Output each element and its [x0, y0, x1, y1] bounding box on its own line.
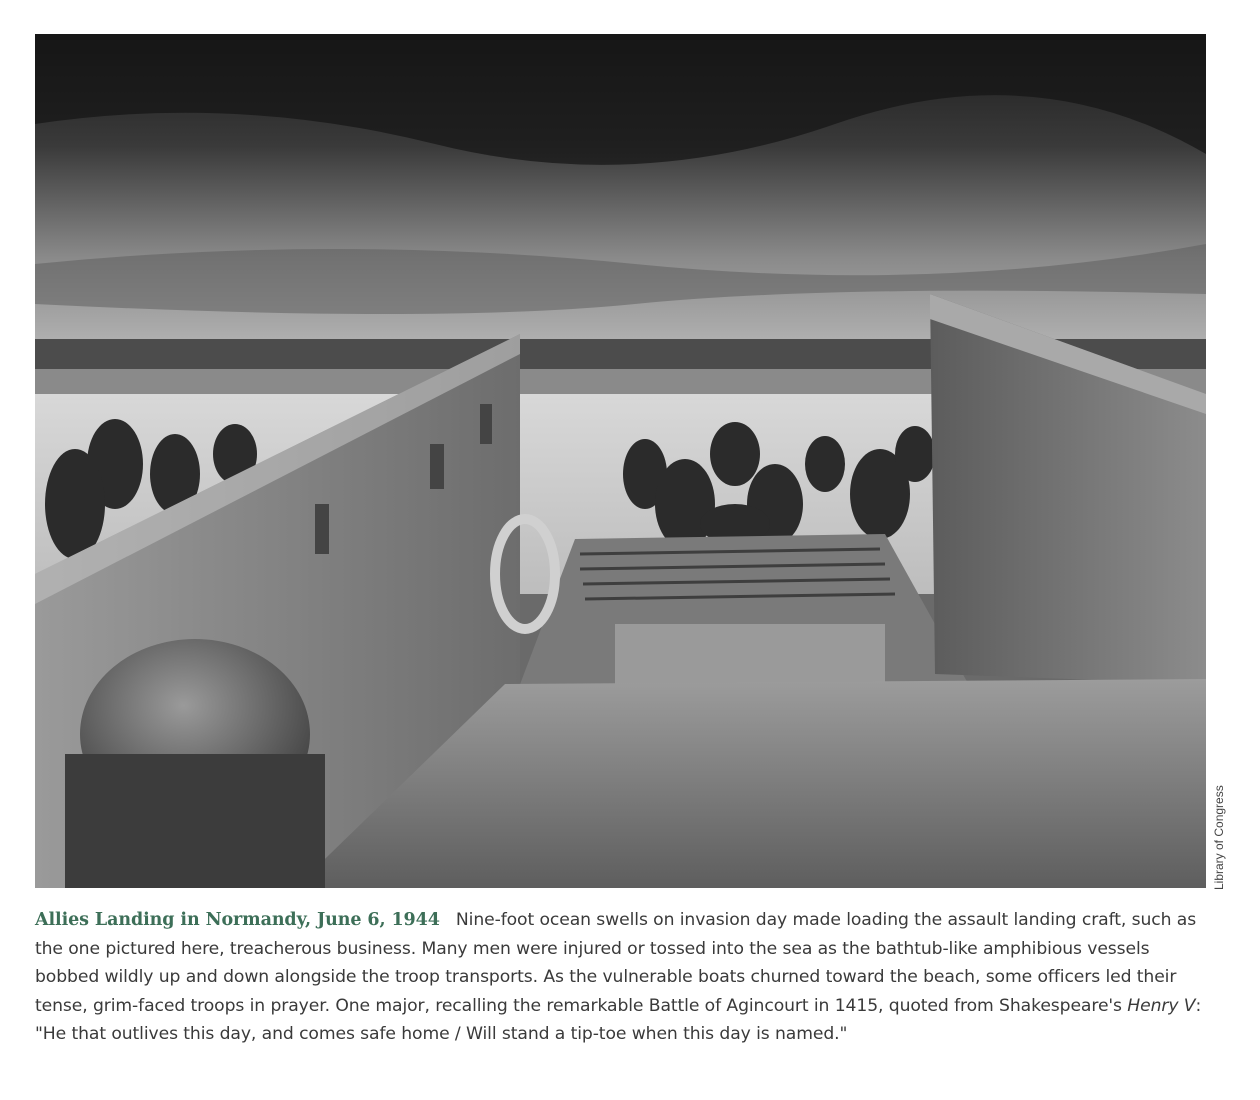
caption-italic-title: Henry V: [1127, 995, 1196, 1016]
photo-caption: [35, 906, 1215, 1049]
caption-title: Allies Landing in Normandy, June 6, 1944: [35, 910, 440, 930]
landing-craft-photo: [35, 34, 1206, 888]
photo-credit: Library of Congress: [1212, 785, 1226, 890]
caption-body: Nine-foot ocean swells on invasion day made loading the assault landing craft, such as the one pictured here, treacherous business. Many men were injured or tossed into the sea as the bathtub-like amphibious vessels bobbed wildly up and down alongside the troop transports. As the vulnerable boats churned toward the beach, some officers led their tense, grim-faced troops in prayer. One major, recalling the remarkable Battle of Agincourt in 1415, quoted from Shakespeare's: [35, 910, 1197, 1016]
caption-quote: : "He that outlives this day, and comes safe home / Will stand a tip-toe when this day is named.": [35, 995, 1202, 1045]
